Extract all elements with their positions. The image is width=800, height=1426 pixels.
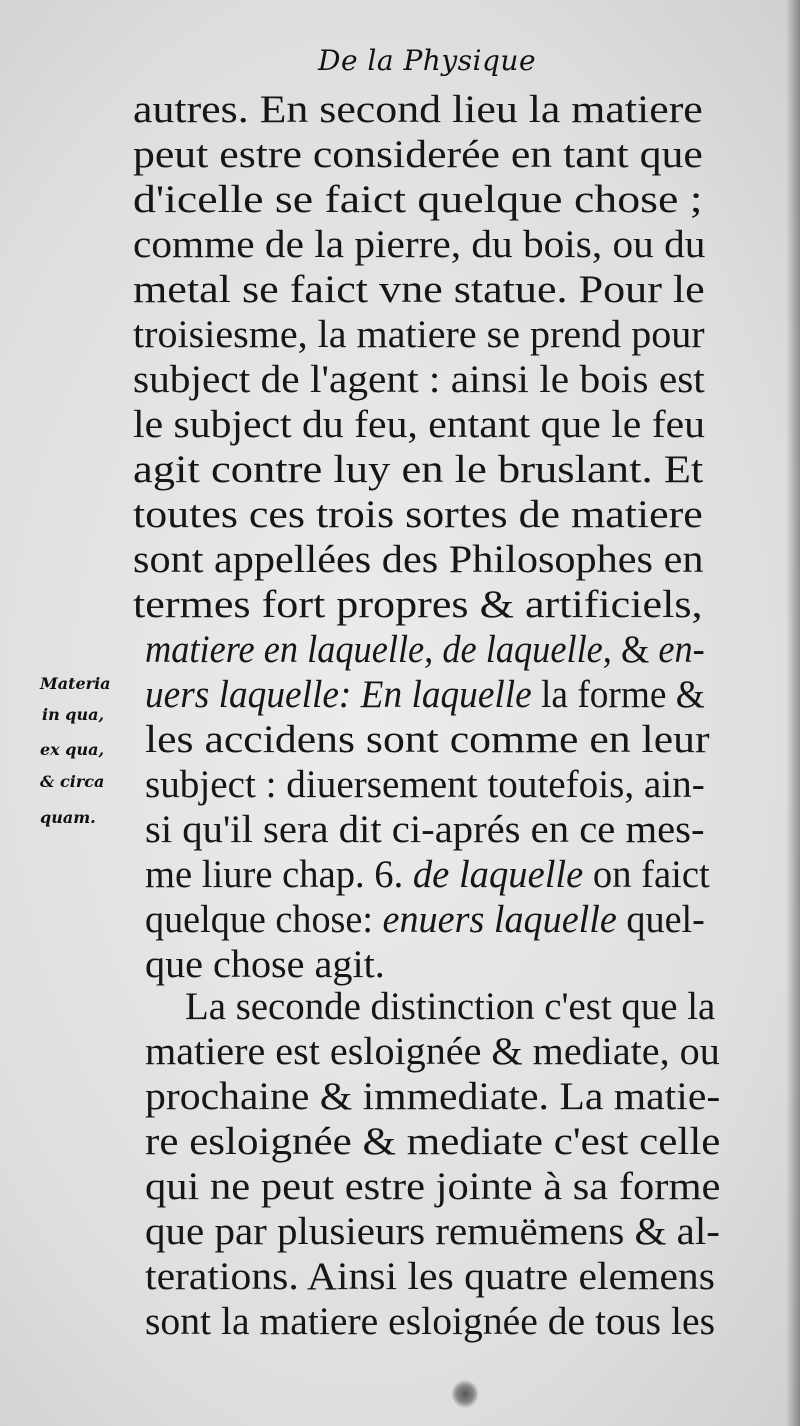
text-line [145, 853, 710, 897]
roman-segment: & [620, 628, 659, 671]
text-line: La seconde distinction c'est que la [185, 985, 716, 1028]
italic-segment: de laquelle [412, 853, 584, 896]
roman-segment: quel- [616, 898, 705, 941]
text-line: les accidens sont comme en leur [145, 718, 710, 761]
text-line: termes fort propres & artificiels, [133, 583, 703, 626]
roman-segment: me liure chap. 6. [145, 853, 413, 896]
text-line: agit contre luy en le bruslant. Et [133, 448, 704, 491]
text-line: qui ne peut estre jointe à sa forme [145, 1165, 721, 1208]
text-line: le subject du feu, entant que le feu [133, 403, 705, 446]
text-line: que par plusieurs remuëmens & al- [145, 1210, 720, 1253]
text-line: sont appellées des Philosophes en [133, 538, 704, 581]
text-line: d'icelle se faict quelque chose ; [133, 178, 703, 221]
text-line: peut estre considerée en tant que [133, 133, 703, 176]
roman-segment: quelque chose: [145, 898, 383, 941]
text-line: metal se faict vne statue. Pour le [133, 268, 705, 311]
text-line: subject de l'agent : ainsi le bois est [133, 358, 705, 401]
margin-note-line: Materia [40, 674, 111, 693]
text-line: toutes ces trois sortes de matiere [133, 493, 703, 536]
page-edge-shadow [786, 0, 800, 1426]
text-line: terations. Ainsi les quatre elemens [145, 1255, 715, 1298]
margin-note-line: & circa [40, 772, 105, 791]
text-line: comme de la pierre, du bois, ou du [133, 223, 706, 266]
italic-segment: matiere en laquelle, de laquelle, [145, 628, 621, 671]
text-line: sont la matiere esloignée de tous les [145, 1300, 716, 1343]
text-line: troisiesme, la matiere se prend pour [133, 313, 705, 356]
italic-segment: enuers laquelle [382, 898, 617, 941]
text-line [145, 898, 705, 942]
text-line: subject : diuersement toutefois, ain- [145, 763, 705, 806]
text-line: si qu'il sera dit ci-aprés en ce mes- [145, 808, 705, 851]
text-line: matiere est esloignée & mediate, ou [145, 1030, 720, 1073]
text-line [145, 673, 705, 717]
roman-segment: on faict [583, 853, 710, 896]
running-head: De la Physique [318, 44, 537, 77]
text-line: re esloignée & mediate c'est celle [145, 1120, 721, 1163]
margin-note-line: quam. [40, 808, 96, 827]
italic-segment: en- [658, 628, 705, 671]
margin-note-line: ex qua, [40, 740, 105, 759]
text-line: que chose agit. [145, 943, 385, 986]
ink-smudge [452, 1380, 478, 1408]
roman-segment: la forme & [531, 673, 705, 716]
italic-segment: uers laquelle: En laquelle [145, 673, 532, 716]
text-line [145, 628, 705, 672]
margin-note-line: in qua, [42, 705, 105, 724]
text-line: autres. En second lieu la matiere [133, 88, 703, 131]
text-line: prochaine & immediate. La matie- [145, 1075, 721, 1118]
